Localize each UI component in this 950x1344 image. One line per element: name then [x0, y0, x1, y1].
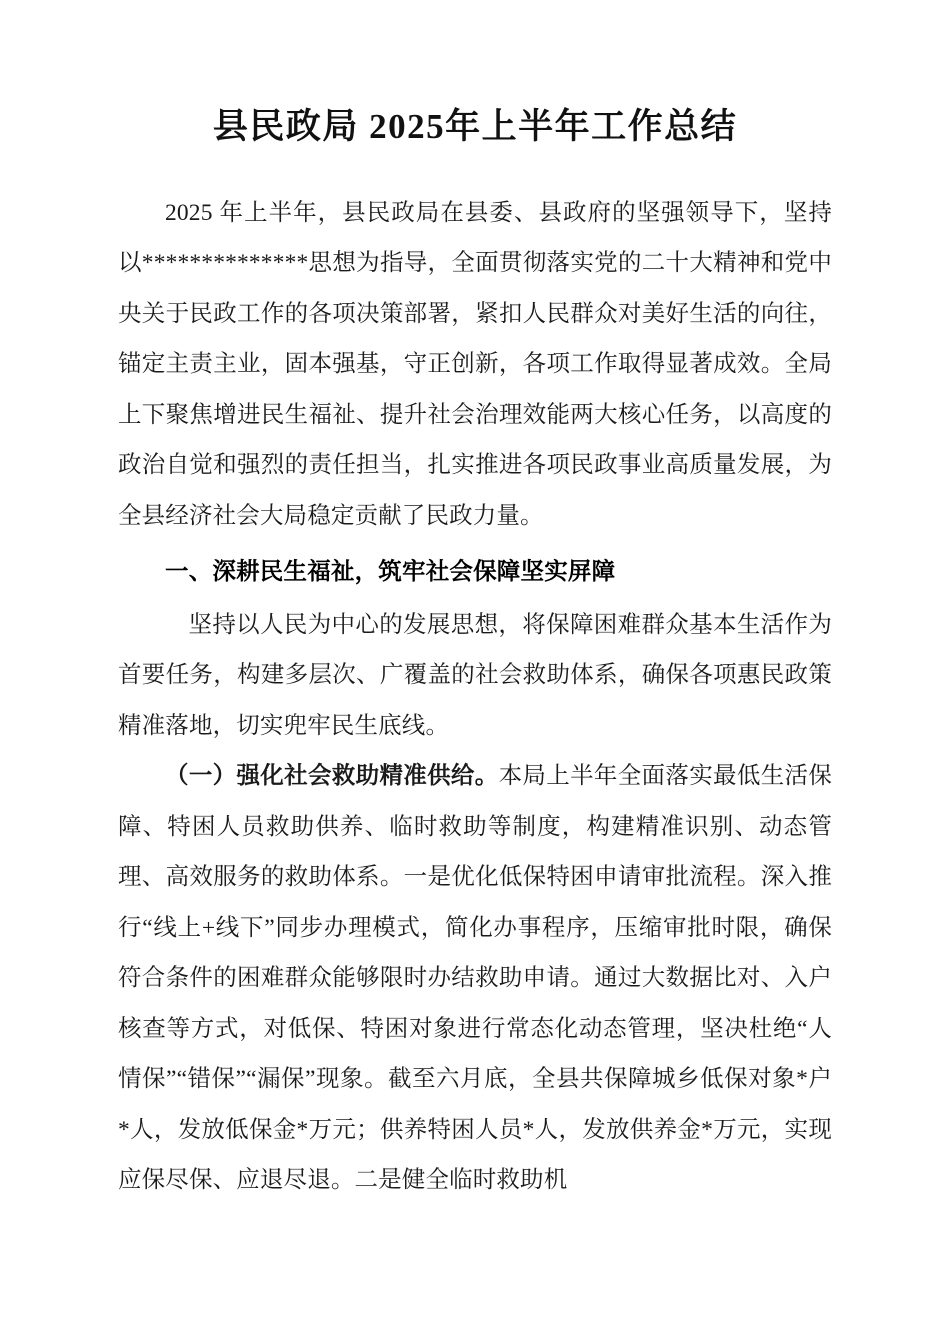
section-heading-1: 一、深耕民生福祉，筑牢社会保障坚实屏障 — [165, 558, 616, 584]
document-body — [118, 0, 832, 1206]
subsection-body-text: 本局上半年全面落实最低生活保障、特困人员救助供养、临时救助等制度，构建精准识别、动态管理、高效服务的救助体系。一是优化低保特困申请审批流程。深入推行“线上+线下”同步办理模式，简化办事程序，压缩审批时限，确保符合条件的困难群众能够限时办结救助申请。通过大数据比对、入户核查等方式，对低保、特困对象进行常态化动态管理，坚决杜绝“人情保”“错保”“漏保”现象。截至六月底，全县共保障城乡低保对象*户*人，发放低保金*万元；供养特困人员*人，发放供养金*万元，实现应保尽保、应退尽退。二是健全临时救助机 — [118, 763, 832, 1193]
paragraph-intro: 2025 年上半年，县民政局在县委、县政府的坚强领导下，坚持以**************思想为指导，全面贯彻落实党的二十大精神和党中央关于民政工作的各项决策部署，紧扣人民群众对美好生活的向往，锚定主责主业，固本强基，守正创新，各项工作取得显著成效。全局上下聚焦增进民生福祉、提升社会治理效能两大核心任务，以高度的政治自觉和强烈的责任担当，扎实推进各项民政事业高质量发展，为全县经济社会大局稳定贡献了民政力量。 — [118, 199, 832, 529]
paragraph-subsection-1-1 — [118, 751, 832, 1206]
subsection-lead-label: （一）强化社会救助精准供给。 — [165, 763, 499, 789]
page-title: 县民政局 2025年上半年工作总结 — [212, 107, 738, 146]
paragraph-section-1-intro: 坚持以人民为中心的发展思想，将保障困难群众基本生活作为首要任务，构建多层次、广覆盖的社会救助体系，确保各项惠民政策精准落地，切实兜牢民生底线。 — [118, 611, 832, 739]
